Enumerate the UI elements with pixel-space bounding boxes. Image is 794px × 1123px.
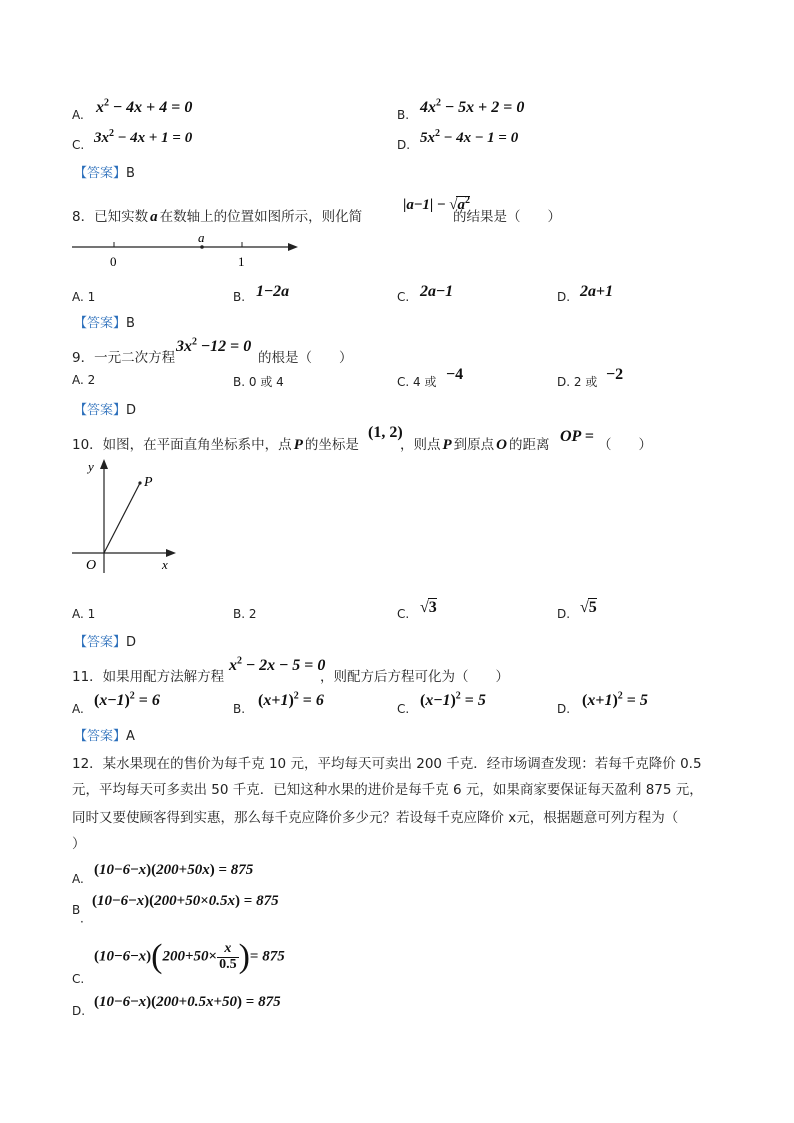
q8-stem-end: 的结果是（ ） (453, 209, 561, 225)
number-line-arrow (288, 243, 298, 251)
q11-option-a-label: A. (72, 702, 84, 716)
q9-option-a: A. 2 (72, 373, 96, 387)
x-axis-label: x (162, 557, 168, 572)
q11-stem-end: ，则配方后方程可化为（ ） (320, 669, 509, 685)
q7-option-a-expr: $x^2 - 4x + 4 = 0$ (96, 97, 193, 116)
q12-line-3: 同时又要使顾客得到实惠，那么每千克应降价多少元？若设每千克应降价 x元，根据题意可列方程为（ (72, 810, 679, 826)
q8-option-b-label: B. (233, 290, 246, 304)
q9-option-d: D. 2 或 (557, 375, 598, 389)
q10-stem-end: （ ） (598, 437, 652, 453)
q7-option-b-label: B. (397, 108, 410, 122)
q12-line-4: ） (72, 836, 86, 852)
q11-option-c-expr: $(x-1)^2 = 5$ (420, 690, 486, 709)
q10-option-b: B. 2 (233, 607, 257, 621)
q11-option-c-label: C. (397, 702, 410, 716)
point-p (138, 481, 141, 484)
q12-option-d-label: D. (72, 1004, 86, 1018)
q7-option-a-label: A. (72, 108, 84, 122)
q11-option-a-expr: $(x-1)^2 = 6$ (94, 690, 160, 709)
answer-tag: 【答案】 (74, 166, 127, 181)
point-a (200, 245, 204, 249)
q9-option-b: B. 0 或 4 (233, 375, 284, 389)
q10-coord: (1, 2) (368, 424, 403, 441)
q8-answer: 【答案】B (74, 316, 135, 331)
q12-option-d-expr: (10−6−x)(200+0.5x+50) = 875 (94, 994, 281, 1010)
q7-option-d-expr: $5x^2 - 4x - 1 = 0$ (420, 128, 519, 146)
q11-answer: 【答案】A (74, 729, 135, 744)
q8-stem: 8．已知实数 a 在数轴上的位置如图所示，则化简 (72, 209, 363, 225)
q10-option-a: A. 1 (72, 607, 96, 621)
tick-1-label: 1 (238, 254, 245, 269)
y-axis-label: y (88, 459, 94, 474)
q7-option-d-label: D. (397, 138, 411, 152)
q11-option-d-expr: $(x+1)^2 = 5$ (582, 690, 648, 709)
q12-option-b-label: B (72, 903, 81, 917)
q12-line-2: 元，平均每天可多卖出 50 千克．已知这种水果的进价是每千克 6 元，如果商家要保证每天盈利 875 元， (72, 782, 703, 798)
q7-answer: 【答案】B (74, 166, 135, 181)
point-p-label: P (144, 475, 153, 490)
q9-option-d-expr: −2 (606, 366, 624, 383)
q8-option-d-label: D. (557, 290, 571, 304)
origin-label: O (86, 558, 97, 573)
point-a-label: a (198, 230, 205, 245)
q9-answer: 【答案】D (74, 403, 137, 418)
q9-stem-end: 的根是（ ） (258, 350, 353, 366)
number-line (70, 228, 300, 273)
q11-option-b-label: B. (233, 702, 246, 716)
y-axis-arrow (100, 459, 108, 469)
q10-option-c-label: C. (397, 607, 410, 621)
q12-option-a-label: A. (72, 872, 84, 886)
q12-option-c-expr: (10−6−x)(200+50× $\frac{x}{0.5}$ )= 875 (94, 938, 285, 975)
q10-answer: 【答案】D (74, 635, 137, 650)
q12-option-b-expr: (10−6−x)(200+50×0.5x) = 875 (92, 893, 279, 909)
q10-option-c-expr: √3 (420, 599, 437, 616)
q9-stem: 9．一元二次方程 (72, 350, 176, 366)
q10-option-d-expr: √5 (580, 599, 597, 616)
q11-stem: 11．如果用配方法解方程 (72, 669, 225, 685)
q8-expr: $|a-1| - √a^2$ (403, 195, 470, 213)
q12-option-c-label: C. (72, 972, 85, 986)
q8-option-b-expr: 1−2a (256, 283, 290, 300)
x-axis-arrow (166, 549, 176, 557)
q7-option-c-label: C. (72, 138, 85, 152)
q10-expr: OP = (560, 428, 594, 445)
q7-option-c-expr: $3x^2 - 4x + 1 = 0$ (94, 128, 193, 146)
q8-option-c-expr: 2a−1 (420, 283, 454, 300)
q9-expr: $3x^2 -12 = 0$ (176, 336, 252, 355)
q11-option-d-label: D. (557, 702, 571, 716)
q11-option-b-expr: $(x+1)^2 = 6$ (258, 690, 324, 709)
q9-option-c: C. 4 或 (397, 375, 437, 389)
q11-expr: $x^2 - 2x - 5 = 0$ (229, 655, 326, 674)
q12-option-a-expr: (10−6−x)(200+50x) = 875 (94, 862, 254, 878)
q10-option-d-label: D. (557, 607, 571, 621)
q7-option-b-expr: $4x^2 - 5x + 2 = 0$ (420, 97, 525, 116)
q12-option-b-dot: · (80, 915, 84, 929)
q8-option-a: A. 1 (72, 290, 96, 304)
q9-option-c-expr: −4 (446, 366, 464, 383)
tick-0-label: 0 (110, 254, 117, 269)
coordinate-figure (70, 455, 190, 580)
q10-stem-mid: ，则点 P 到原点 O 的距离 (400, 437, 550, 453)
q8-option-d-expr: 2a+1 (580, 283, 614, 300)
q10-stem: 10．如图，在平面直角坐标系中，点 P 的坐标是 (72, 437, 359, 453)
q12-line-1: 12．某水果现在的售价为每千克 10 元，平均每天可卖出 200 千克．经市场调查发现：若每千克降价 0.5 (72, 756, 702, 772)
q8-option-c-label: C. (397, 290, 410, 304)
segment-op (104, 483, 140, 553)
